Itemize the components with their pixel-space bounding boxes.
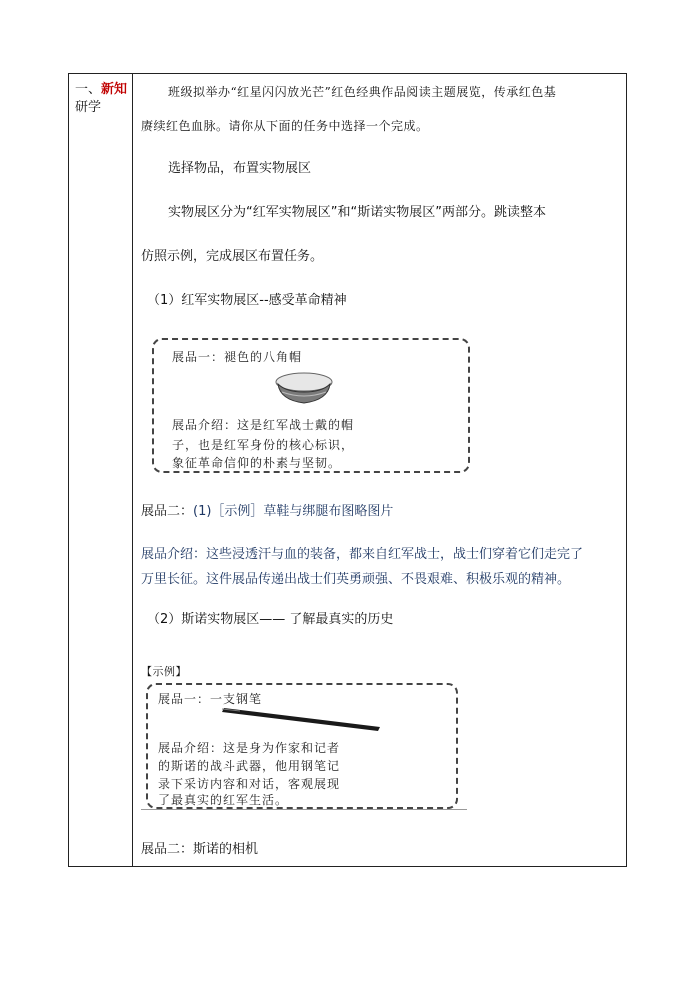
area2-title: （2）斯诺实物展区—— 了解最真实的历史 [147, 612, 394, 627]
area1-title: （1）红军实物展区--感受革命精神 [147, 293, 347, 308]
exhibit2-label: 展品二： [141, 504, 194, 519]
card1-intro-3: 象征革命信仰的朴素与坚韧。 [172, 456, 342, 470]
card1-item: 展品一：褪色的八角帽 [172, 350, 303, 364]
exhibit2-intro-2: 万里长征。这件展品传递出战士们英勇顽强、不畏艰难、积极乐观的精神。 [141, 572, 571, 587]
desc-line-2: 仿照示例，完成展区布置任务。 [141, 249, 324, 264]
example-frame-bottom [141, 809, 467, 810]
pen-image [220, 703, 390, 733]
octagonal-cap-image [272, 370, 336, 408]
section-label [75, 81, 127, 117]
exhibit2-tag: (1)［示例］草鞋与绑腿布图略图片 [193, 504, 394, 519]
card2-intro-3: 录下采访内容和对话，客观展现 [158, 777, 341, 791]
card1-intro-1: 展品介绍：这是红军战士戴的帽 [172, 418, 355, 432]
section-number: 一、 [75, 82, 102, 97]
section-tail: 研学 [75, 100, 102, 115]
desc-line-1: 实物展区分为“红军实物展区”和“斯诺实物展区”两部分。跳读整本 [168, 205, 546, 220]
card2-intro-2: 的斯诺的战斗武器，他用钢笔记 [158, 759, 341, 773]
card1-intro-2: 子，也是红军身份的核心标识， [172, 438, 355, 452]
card2-intro-4: 了最真实的红军生活。 [158, 793, 289, 807]
exhibit2-intro-1: 展品介绍：这些浸透汗与血的装备，都来自红军战士，战士们穿着它们走完了 [141, 547, 584, 562]
exhibit-card-2 [146, 683, 458, 809]
intro-line-1: 班级拟举办“红星闪闪放光芒”红色经典作品阅读主题展览，传承红色基 [168, 85, 557, 99]
exhibit-last: 展品二：斯诺的相机 [141, 842, 259, 857]
example-label: 【示例】 [141, 665, 187, 678]
task-title: 选择物品，布置实物展区 [168, 161, 312, 176]
exhibit-card-1 [152, 338, 470, 473]
intro-line-2: 赓续红色血脉。请你从下面的任务中选择一个完成。 [141, 119, 429, 133]
card2-intro-1: 展品介绍：这是身为作家和记者 [158, 741, 341, 755]
card2-item: 展品一：一支钢笔 [158, 692, 263, 706]
section-highlight: 新知 [101, 82, 128, 97]
exhibit2-line [141, 503, 393, 521]
column-divider [132, 74, 133, 866]
